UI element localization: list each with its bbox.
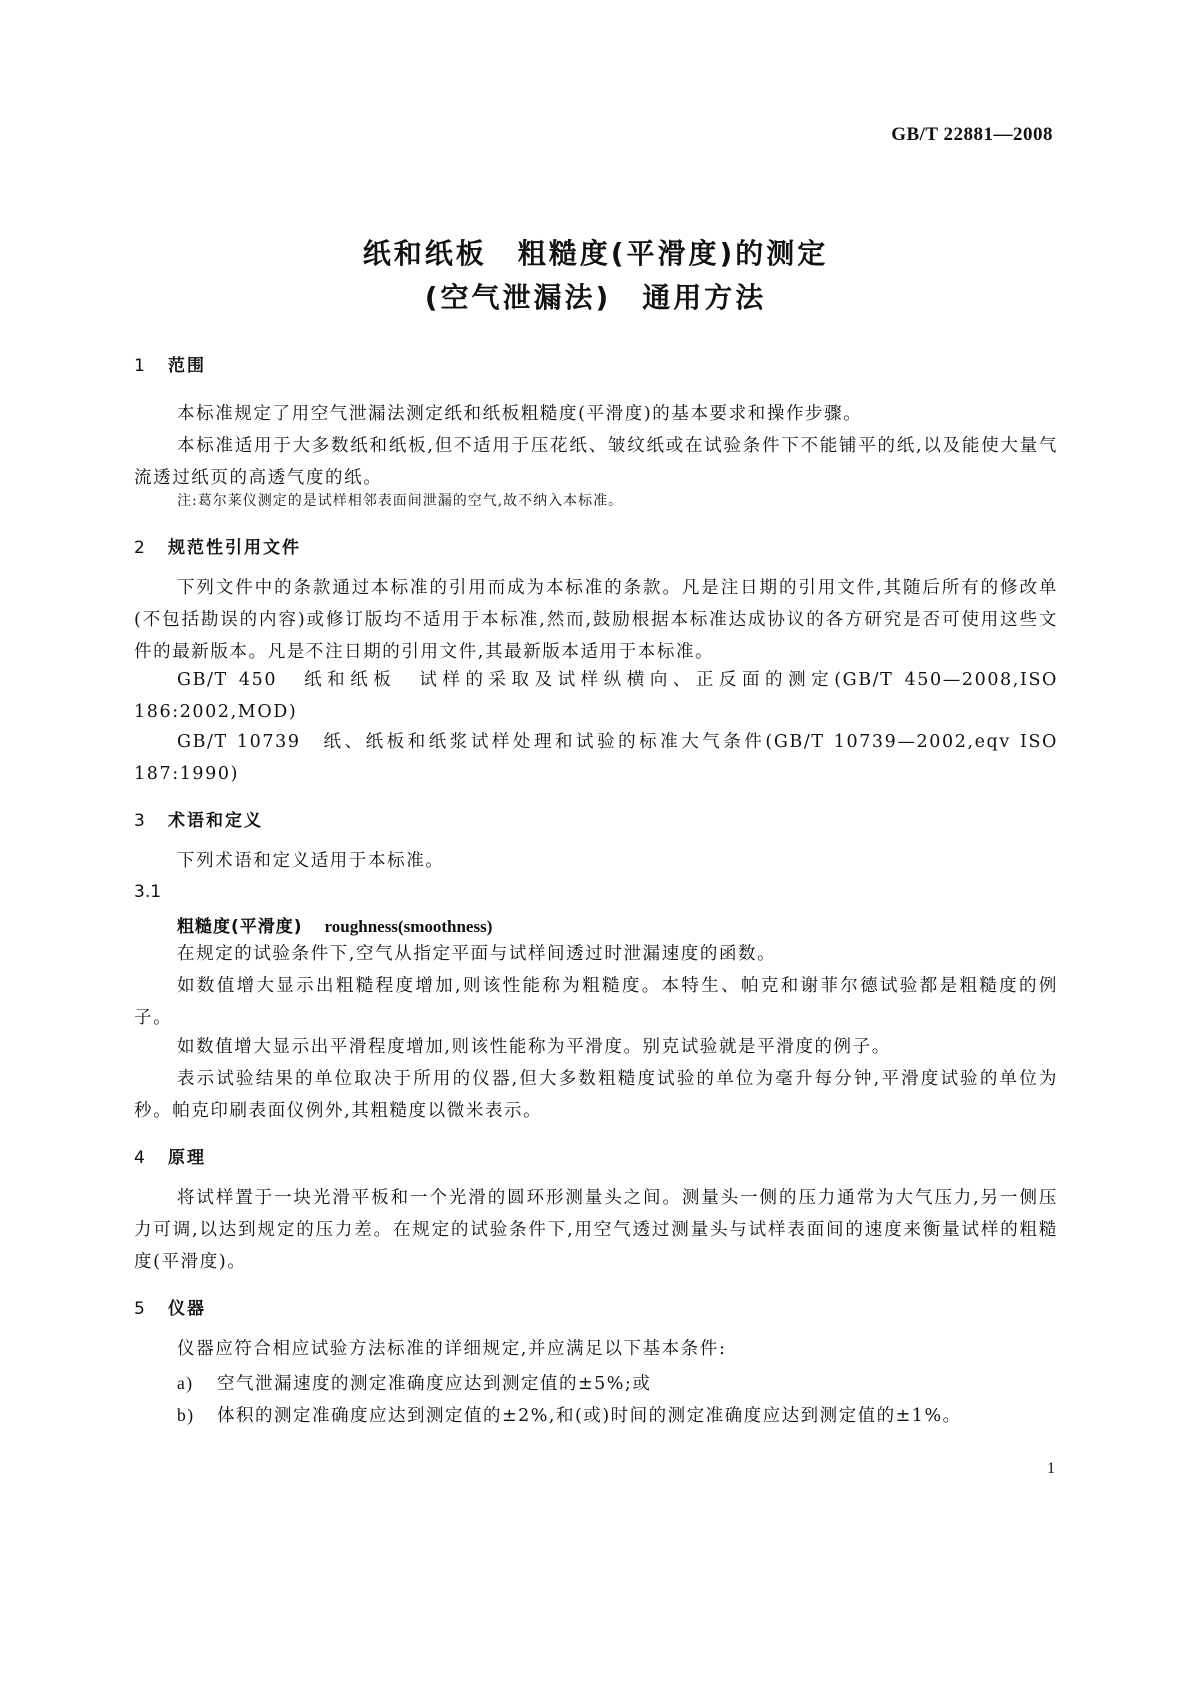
section-number: 4	[134, 1148, 147, 1168]
section-number: 5	[134, 1299, 147, 1319]
definition-note: 如数值增大显示出粗糙程度增加,则该性能称为粗糙度。本特生、帕克和谢菲尔德试验都是粗糙度的例子。	[134, 976, 1058, 1028]
document-title-line-1: 纸和纸板 粗糙度(平滑度)的测定	[362, 237, 829, 270]
document-title-line-2: (空气泄漏法) 通用方法	[424, 281, 767, 314]
paragraph: 本标准规定了用空气泄漏法测定纸和纸板粗糙度(平滑度)的基本要求和操作步骤。	[177, 404, 863, 424]
section-title: 术语和定义	[168, 811, 263, 831]
section-title: 原理	[168, 1148, 206, 1168]
term-chinese: 粗糙度(平滑度)	[177, 917, 303, 937]
note: 注:葛尔莱仪测定的是试样相邻表面间泄漏的空气,故不纳入本标准。	[177, 493, 624, 509]
definition-note: 如数值增大显示出平滑程度增加,则该性能称为平滑度。别克试验就是平滑度的例子。	[177, 1037, 891, 1057]
section-3-heading	[134, 806, 263, 831]
definition: 在规定的试验条件下,空气从指定平面与试样间透过时泄漏速度的函数。	[177, 944, 777, 964]
list-text: 体积的测定准确度应达到测定值的±2%,和(或)时间的测定准确度应达到测定值的±1%。	[217, 1406, 962, 1426]
subclause-number: 3.1	[134, 882, 162, 902]
list-marker: b)	[177, 1405, 195, 1425]
paragraph: 仪器应符合相应试验方法标准的详细规定,并应满足以下基本条件:	[177, 1339, 727, 1359]
section-title: 仪器	[168, 1299, 206, 1319]
section-number: 1	[134, 356, 147, 376]
paragraph: 下列文件中的条款通过本标准的引用而成为本标准的条款。凡是注日期的引用文件,其随后所有的修改单(不包括勘误的内容)或修订版均不适用于本标准,然而,鼓励根据本标准达成协议的各方研究是否可使用这些文件的最新版本。凡是不注日期的引用文件,其最新版本适用于本标准。	[134, 578, 1058, 662]
normative-reference: GB/T 450 纸和纸板 试样的采取及试样纵横向、正反面的测定(GB/T 450—2008,ISO 186:2002,MOD)	[134, 670, 1058, 722]
term-english: roughness(smoothness)	[324, 917, 493, 936]
section-title: 范围	[168, 356, 206, 376]
section-4-heading	[134, 1143, 206, 1168]
section-2-heading	[134, 533, 301, 558]
list-item-a	[177, 1370, 651, 1395]
standard-code: GB/T 22881—2008	[891, 124, 1053, 145]
paragraph: 下列术语和定义适用于本标准。	[177, 851, 445, 871]
list-text: 空气泄漏速度的测定准确度应达到测定值的±5%;或	[217, 1374, 652, 1394]
section-number: 3	[134, 811, 147, 831]
paragraph: 本标准适用于大多数纸和纸板,但不适用于压花纸、皱纹纸或在试验条件下不能铺平的纸,以及能使大量气流透过纸页的高透气度的纸。	[134, 436, 1058, 488]
section-1-heading	[134, 351, 206, 376]
definition-note: 表示试验结果的单位取决于所用的仪器,但大多数粗糙度试验的单位为毫升每分钟,平滑度试验的单位为秒。帕克印刷表面仪例外,其粗糙度以微米表示。	[134, 1069, 1058, 1121]
list-marker: a)	[177, 1373, 194, 1393]
page-number: 1	[1047, 1460, 1055, 1477]
paragraph: 将试样置于一块光滑平板和一个光滑的圆环形测量头之间。测量头一侧的压力通常为大气压力,另一侧压力可调,以达到规定的压力差。在规定的试验条件下,用空气透过测量头与试样表面间的速度来衡量试样的粗糙度(平滑度)。	[134, 1188, 1058, 1272]
normative-reference: GB/T 10739 纸、纸板和纸浆试样处理和试验的标准大气条件(GB/T 10739—2002,eqv ISO 187:1990)	[134, 732, 1058, 784]
term-entry	[177, 912, 492, 937]
section-number: 2	[134, 538, 147, 558]
section-5-heading	[134, 1294, 206, 1319]
section-title: 规范性引用文件	[168, 538, 301, 558]
list-item-b	[177, 1402, 962, 1427]
